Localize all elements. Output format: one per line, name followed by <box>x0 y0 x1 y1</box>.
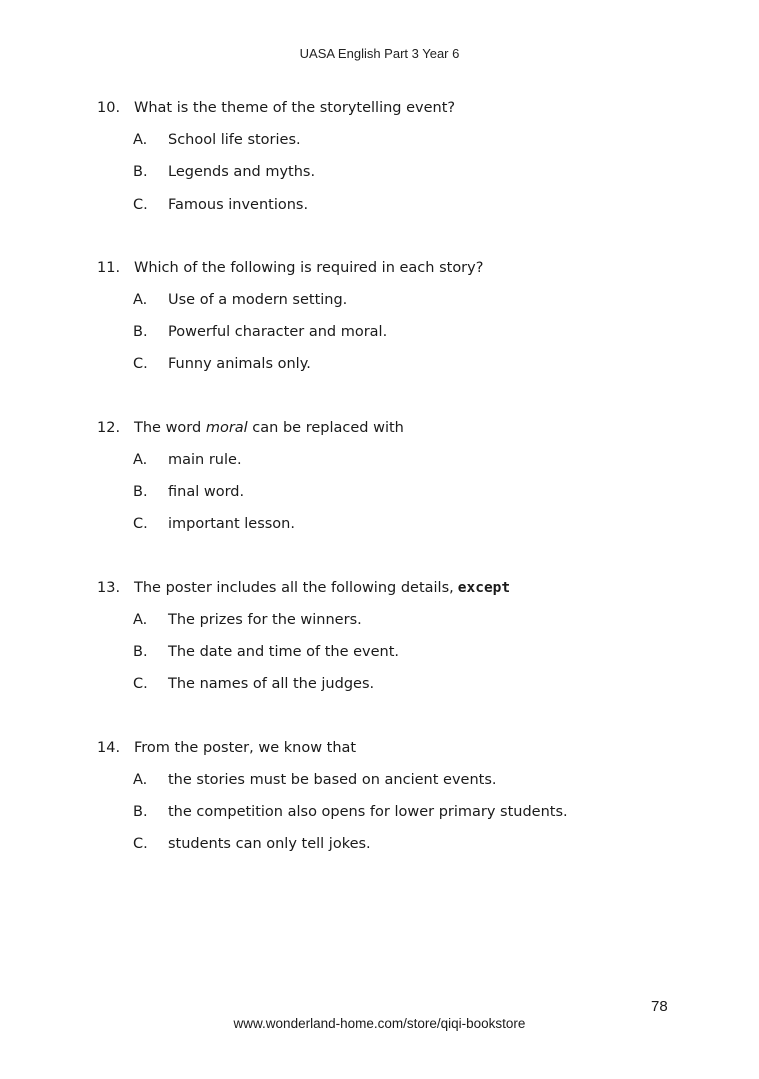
question-text-before: The word <box>134 419 206 436</box>
option-text: the competition also opens for lower primary students. <box>168 803 568 820</box>
question-number: 14. <box>97 739 121 756</box>
question-11 <box>0 256 759 385</box>
question-number: 13. <box>97 579 121 596</box>
page-header: UASA English Part 3 Year 6 <box>299 46 460 61</box>
question-number: 11. <box>97 259 121 276</box>
footer-url: www.wonderland-home.com/store/qiqi-bookstore <box>233 1016 526 1031</box>
option-letter: A. <box>133 451 148 468</box>
option-letter: A. <box>133 132 148 148</box>
question-text-main: The poster includes all the following details, <box>134 579 454 596</box>
option-b <box>0 320 759 352</box>
option-letter: C. <box>133 356 148 373</box>
option-letter: A. <box>133 291 148 308</box>
option-text: School life stories. <box>168 132 301 148</box>
option-letter: B. <box>133 643 148 660</box>
option-a <box>0 288 759 320</box>
question-13 <box>0 576 759 705</box>
page-number: 78 <box>651 998 668 1015</box>
question-text <box>134 576 510 600</box>
question-text: What is the theme of the storytelling event? <box>134 100 456 116</box>
option-a <box>0 448 759 480</box>
option-text: main rule. <box>168 451 242 468</box>
question-text-after: can be replaced with <box>247 419 404 436</box>
option-letter: A. <box>133 611 148 628</box>
option-text: important lesson. <box>168 516 295 533</box>
option-c <box>0 832 759 864</box>
option-b <box>0 640 759 672</box>
question-stem <box>0 256 759 288</box>
option-text: final word. <box>168 484 245 501</box>
option-text: students can only tell jokes. <box>168 836 371 853</box>
option-letter: B. <box>133 803 148 820</box>
option-letter: B. <box>133 484 148 501</box>
option-c <box>0 352 759 384</box>
option-a <box>0 768 759 800</box>
question-14 <box>0 736 759 865</box>
question-text: From the poster, we know that <box>134 739 357 756</box>
question-emphasis: except <box>457 579 511 596</box>
option-letter: A. <box>133 771 148 788</box>
option-letter: B. <box>133 324 148 341</box>
option-letter: C. <box>133 516 148 533</box>
option-text: Use of a modern setting. <box>168 291 348 308</box>
question-keyword: moral <box>205 419 248 436</box>
option-c <box>0 512 759 544</box>
option-letter: C. <box>133 676 148 693</box>
question-number: 12. <box>97 419 121 436</box>
question-number: 10. <box>97 100 121 116</box>
question-stem <box>0 416 759 448</box>
option-text: The prizes for the winners. <box>168 611 362 628</box>
option-letter: B. <box>133 164 148 181</box>
option-text: Famous inventions. <box>168 196 309 213</box>
option-text: Legends and myths. <box>168 164 316 181</box>
question-stem <box>0 576 759 608</box>
question-10 <box>0 96 759 225</box>
option-text: Powerful character and moral. <box>168 324 388 341</box>
option-text: the stories must be based on ancient events. <box>168 771 497 788</box>
question-stem <box>0 96 759 128</box>
option-b <box>0 480 759 512</box>
question-text: Which of the following is required in each story? <box>134 259 484 276</box>
question-12 <box>0 416 759 545</box>
option-a <box>0 608 759 640</box>
question-list <box>0 96 759 895</box>
option-b <box>0 160 759 192</box>
option-a <box>0 128 759 160</box>
option-letter: C. <box>133 836 148 853</box>
option-text: The names of all the judges. <box>168 676 375 693</box>
option-b <box>0 800 759 832</box>
question-stem <box>0 736 759 768</box>
option-text: Funny animals only. <box>168 356 311 373</box>
option-text: The date and time of the event. <box>168 643 400 660</box>
option-letter: C. <box>133 196 148 213</box>
question-text <box>134 416 404 440</box>
option-c <box>0 672 759 704</box>
option-c <box>0 193 759 225</box>
